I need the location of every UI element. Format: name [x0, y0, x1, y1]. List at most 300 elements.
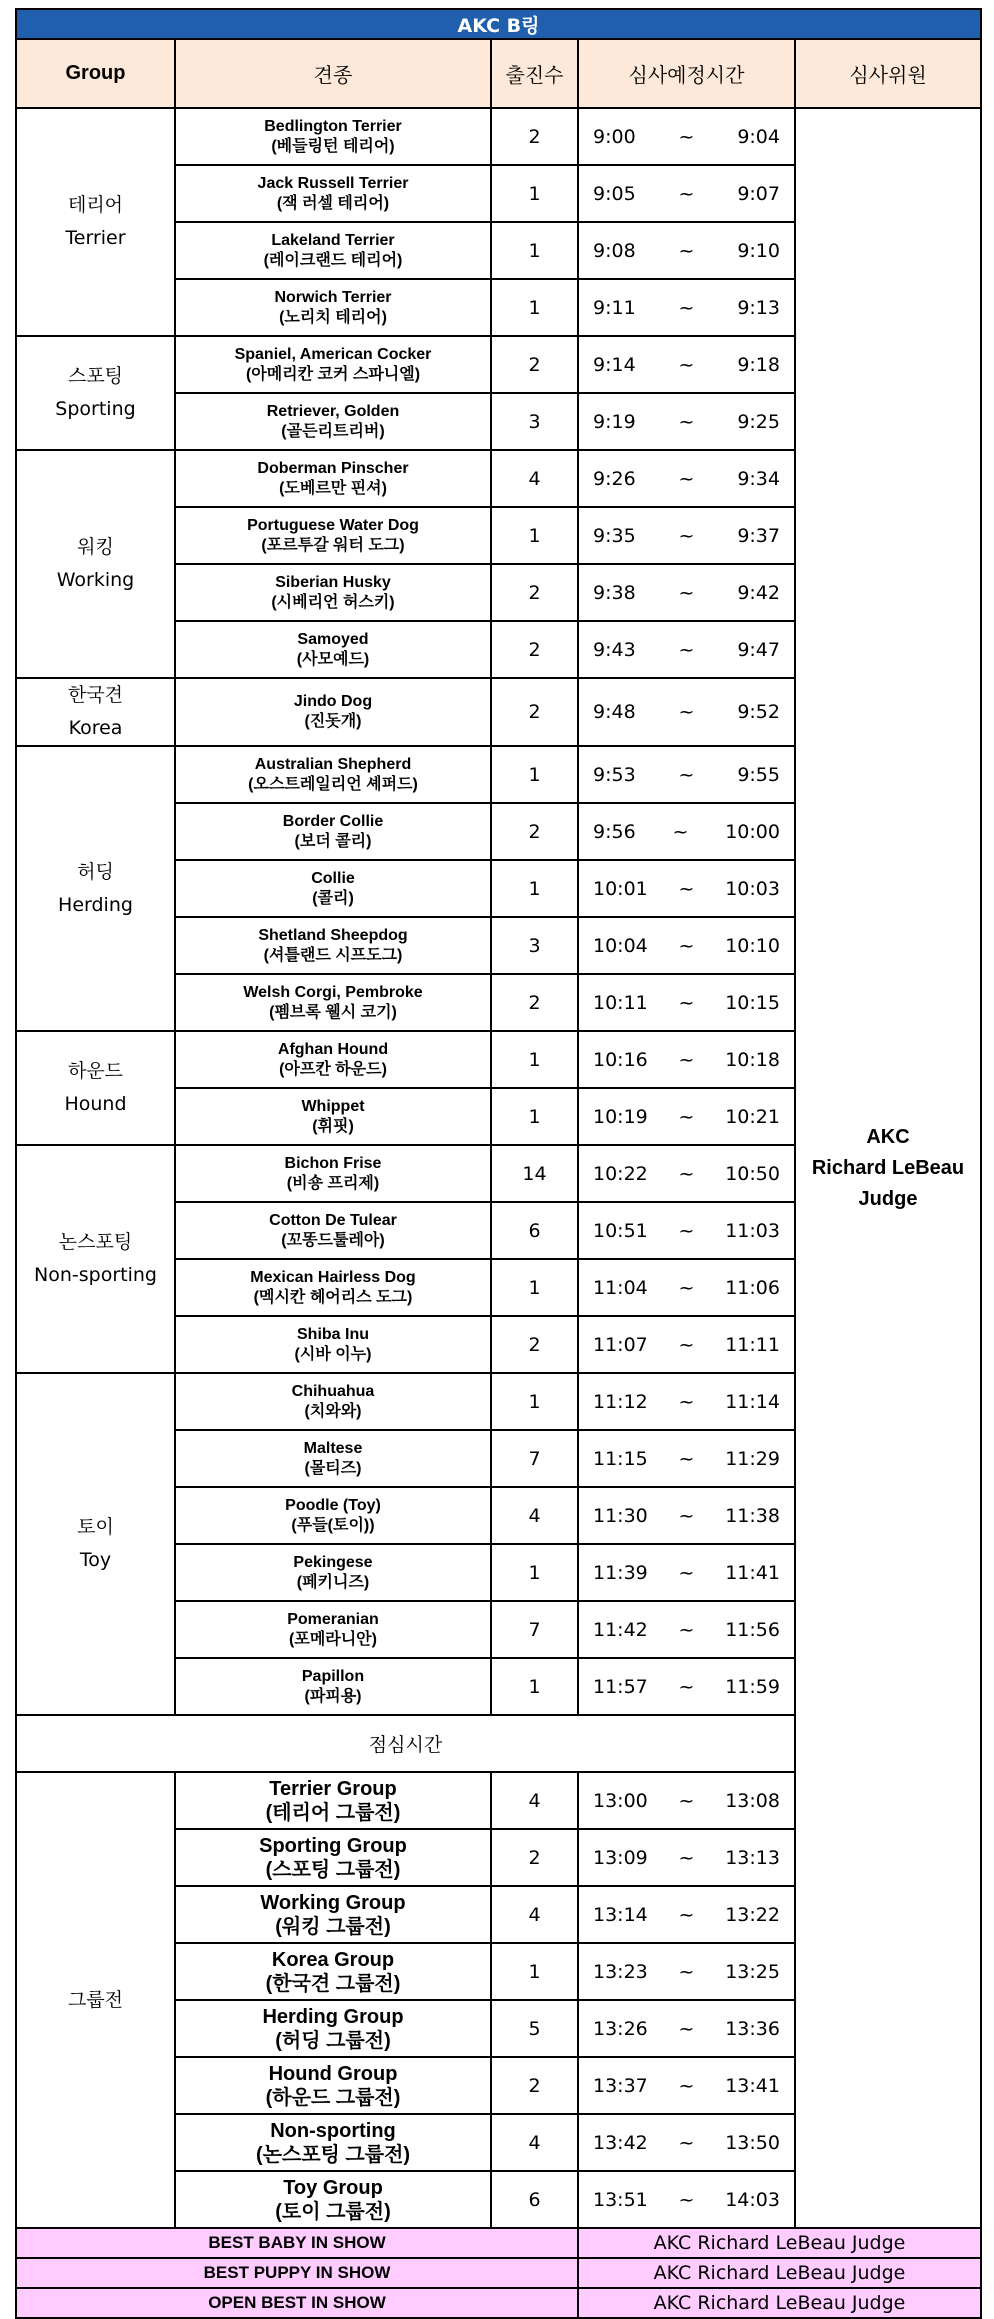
tilde-separator: ~: [678, 2131, 695, 2154]
breed-name-en: Mexican Hairless Dog: [250, 1268, 416, 1286]
breed-name-ko: (푸들(토이)): [291, 1516, 375, 1534]
end-time: 10:10: [725, 934, 780, 957]
start-time: 9:19: [593, 410, 636, 433]
start-time: 11:57: [593, 1675, 648, 1698]
entry-count: 6: [491, 2171, 578, 2228]
judge-name-line: AKC: [866, 1125, 910, 1148]
breed-cell: [175, 2057, 491, 2114]
time-cell: [578, 1601, 795, 1658]
start-time: 13:37: [593, 2074, 648, 2097]
entry-count: 7: [491, 1601, 578, 1658]
end-time: 10:21: [725, 1105, 780, 1128]
start-time: 10:22: [593, 1162, 648, 1185]
time-cell: [578, 974, 795, 1031]
breed-name-ko: (아프칸 하운드): [279, 1060, 387, 1078]
time-range: [593, 1334, 780, 1356]
best-in-show-row: [16, 2288, 981, 2318]
time-range: [593, 354, 780, 376]
breed-name-ko: (잭 러셀 테리어): [276, 194, 390, 212]
header-judge: 심사위원: [795, 39, 981, 108]
judge-name-line: Judge: [858, 1187, 918, 1210]
end-time: 9:55: [737, 763, 780, 786]
start-time: 9:56: [593, 820, 636, 843]
breed-name-en: Papillon: [301, 1667, 365, 1685]
time-cell: [578, 1544, 795, 1601]
breed-name-en: Doberman Pinscher: [257, 459, 409, 477]
best-judge: AKC Richard LeBeau Judge: [578, 2258, 981, 2288]
breed-name-ko: (도베르만 핀셔): [279, 479, 387, 497]
best-title: BEST BABY IN SHOW: [16, 2228, 578, 2258]
start-time: 9:35: [593, 524, 636, 547]
time-range: [593, 1562, 780, 1584]
time-range: [593, 240, 780, 262]
group-name-ko: 논스포팅: [58, 1231, 133, 1253]
breed-cell: [175, 507, 491, 564]
breed-cell: [175, 1772, 491, 1829]
entry-count: 2: [491, 336, 578, 393]
entry-count: 1: [491, 746, 578, 803]
end-time: 10:03: [725, 877, 780, 900]
time-range: [593, 2132, 780, 2154]
start-time: 13:14: [593, 1903, 648, 1926]
breed-name-ko: (테리어 그룹전): [265, 1801, 401, 1824]
breed-name-ko: (워킹 그룹전): [275, 1915, 391, 1938]
breed-cell: [175, 1658, 491, 1715]
time-range: [593, 992, 780, 1014]
entry-count: 1: [491, 1259, 578, 1316]
time-cell: [578, 678, 795, 746]
title-row: [16, 9, 981, 39]
end-time: 11:06: [725, 1276, 780, 1299]
time-cell: [578, 507, 795, 564]
schedule-sheet: [15, 8, 980, 2319]
tilde-separator: ~: [678, 1561, 695, 1584]
entry-count: 6: [491, 1202, 578, 1259]
breed-name-en: Maltese: [303, 1439, 363, 1457]
entry-count: 4: [491, 1772, 578, 1829]
breed-cell: [175, 746, 491, 803]
tilde-separator: ~: [678, 239, 695, 262]
end-time: 11:41: [725, 1561, 780, 1584]
group-cell: [16, 746, 175, 1031]
group-name-ko: 한국견: [67, 684, 124, 706]
entry-count: 7: [491, 1430, 578, 1487]
breed-name-en: Shiba Inu: [297, 1325, 369, 1343]
start-time: 13:23: [593, 1960, 648, 1983]
breed-name-en: Pekingese: [293, 1553, 373, 1571]
entry-count: 1: [491, 222, 578, 279]
time-cell: [578, 1943, 795, 2000]
breed-cell: [175, 1886, 491, 1943]
time-range: [593, 1961, 780, 1983]
start-time: 9:26: [593, 467, 636, 490]
end-time: 11:14: [725, 1390, 780, 1413]
group-name-ko: 하운드: [67, 1060, 124, 1082]
breed-cell: [175, 108, 491, 165]
time-cell: [578, 860, 795, 917]
breed-cell: [175, 860, 491, 917]
header-breed: 견종: [175, 39, 491, 108]
time-range: [593, 1277, 780, 1299]
breed-name-ko: (치와와): [304, 1402, 362, 1420]
breed-cell: [175, 279, 491, 336]
breed-name-en: Pomeranian: [287, 1610, 379, 1628]
end-time: 9:13: [737, 296, 780, 319]
entry-count: 4: [491, 450, 578, 507]
group-name-ko: 스포팅: [67, 365, 124, 387]
time-cell: [578, 2171, 795, 2228]
entry-count: 1: [491, 1373, 578, 1430]
breed-name-en: Australian Shepherd: [254, 755, 412, 773]
tilde-separator: ~: [678, 182, 695, 205]
time-cell: [578, 1316, 795, 1373]
tilde-separator: ~: [678, 524, 695, 547]
tilde-separator: ~: [678, 296, 695, 319]
time-cell: [578, 1658, 795, 1715]
time-cell: [578, 1829, 795, 1886]
tilde-separator: ~: [678, 1903, 695, 1926]
end-time: 13:13: [725, 1846, 780, 1869]
tilde-separator: ~: [678, 2017, 695, 2040]
end-time: 11:11: [725, 1333, 780, 1356]
start-time: 9:00: [593, 125, 636, 148]
judge-cell: [795, 108, 981, 2228]
time-range: [593, 1391, 780, 1413]
entry-count: 2: [491, 2057, 578, 2114]
end-time: 9:07: [737, 182, 780, 205]
breed-cell: [175, 1145, 491, 1202]
group-cell: [16, 1031, 175, 1145]
tilde-separator: ~: [678, 1447, 695, 1470]
group-cell: [16, 450, 175, 678]
tilde-separator: ~: [678, 701, 695, 723]
breed-name-ko: (토이 그룹전): [275, 2200, 391, 2223]
breed-name-en: Retriever, Golden: [266, 402, 400, 420]
breed-cell: [175, 974, 491, 1031]
group-name-ko: 토이: [77, 1516, 114, 1538]
breed-cell: [175, 1202, 491, 1259]
breed-name-ko: (오스트레일리언 셰퍼드): [248, 775, 418, 793]
breed-name-ko: (스포팅 그룹전): [265, 1858, 401, 1881]
time-cell: [578, 393, 795, 450]
tilde-separator: ~: [678, 2188, 695, 2211]
breed-name-en: Siberian Husky: [275, 573, 391, 591]
start-time: 11:12: [593, 1390, 648, 1413]
tilde-separator: ~: [678, 410, 695, 433]
tilde-separator: ~: [678, 353, 695, 376]
tilde-separator: ~: [678, 1618, 695, 1641]
tilde-separator: ~: [678, 1846, 695, 1869]
entry-count: 1: [491, 1031, 578, 1088]
entry-count: 4: [491, 1886, 578, 1943]
end-time: 13:41: [725, 2074, 780, 2097]
breed-name-en: Herding Group: [262, 2005, 404, 2028]
breed-name-en: Sporting Group: [259, 1834, 407, 1857]
time-cell: [578, 917, 795, 974]
time-cell: [578, 2057, 795, 2114]
time-cell: [578, 1886, 795, 1943]
entry-count: 1: [491, 507, 578, 564]
tilde-separator: ~: [678, 1390, 695, 1413]
breed-cell: [175, 165, 491, 222]
breed-cell: [175, 1601, 491, 1658]
header-count: 출진수: [491, 39, 578, 108]
breed-name-en: Afghan Hound: [277, 1040, 389, 1058]
group-name-ko: 테리어: [67, 194, 124, 216]
end-time: 13:36: [725, 2017, 780, 2040]
breed-name-en: Jack Russell Terrier: [257, 174, 409, 192]
time-cell: [578, 1487, 795, 1544]
entry-count: 4: [491, 2114, 578, 2171]
breed-name-en: Jindo Dog: [293, 693, 373, 710]
end-time: 9:10: [737, 239, 780, 262]
end-time: 13:25: [725, 1960, 780, 1983]
tilde-separator: ~: [678, 125, 695, 148]
tilde-separator: ~: [678, 467, 695, 490]
start-time: 10:01: [593, 877, 648, 900]
schedule-table: [15, 8, 982, 2319]
time-range: [593, 1049, 780, 1071]
start-time: 13:09: [593, 1846, 648, 1869]
breed-cell: [175, 2000, 491, 2057]
tilde-separator: ~: [678, 877, 695, 900]
start-time: 10:16: [593, 1048, 648, 1071]
breed-name-ko: (몰티즈): [304, 1459, 362, 1477]
group-cell: [16, 336, 175, 450]
breed-name-ko: (한국견 그룹전): [265, 1972, 401, 1995]
end-time: 9:42: [737, 581, 780, 604]
entry-count: 2: [491, 621, 578, 678]
time-range: [593, 1790, 780, 1812]
breed-name-en: Whippet: [301, 1097, 365, 1115]
time-range: [593, 1448, 780, 1470]
best-title: OPEN BEST IN SHOW: [16, 2288, 578, 2318]
header-time: 심사예정시간: [578, 39, 795, 108]
header-row: [16, 39, 981, 108]
time-range: [593, 1163, 780, 1185]
time-range: [593, 2189, 780, 2211]
entry-count: 2: [491, 1316, 578, 1373]
breed-cell: [175, 450, 491, 507]
time-cell: [578, 1031, 795, 1088]
breed-name-en: Samoyed: [297, 630, 369, 648]
time-range: [593, 1619, 780, 1641]
breed-cell: [175, 2171, 491, 2228]
entry-count: 1: [491, 860, 578, 917]
start-time: 11:04: [593, 1276, 648, 1299]
time-range: [593, 468, 780, 490]
group-name-en: Working: [56, 569, 135, 591]
breed-name-ko: (진돗개): [304, 713, 362, 730]
time-cell: [578, 165, 795, 222]
breed-name-ko: (비숑 프리제): [286, 1174, 380, 1192]
start-time: 11:15: [593, 1447, 648, 1470]
best-judge: AKC Richard LeBeau Judge: [578, 2228, 981, 2258]
breed-name-ko: (포르투갈 워터 도그): [261, 536, 405, 554]
breed-name-en: Portuguese Water Dog: [247, 516, 419, 534]
best-judge: AKC Richard LeBeau Judge: [578, 2288, 981, 2318]
tilde-separator: ~: [678, 1105, 695, 1128]
time-range: [593, 764, 780, 786]
start-time: 10:51: [593, 1219, 648, 1242]
time-cell: [578, 108, 795, 165]
breed-name-ko: (보더 콜리): [294, 832, 372, 850]
breed-cell: [175, 1544, 491, 1601]
best-in-show-row: [16, 2228, 981, 2258]
breed-name-en: Chihuahua: [291, 1382, 375, 1400]
breed-name-ko: (베들링턴 테리어): [271, 137, 395, 155]
breed-name-en: Norwich Terrier: [274, 288, 392, 306]
breed-name-en: Terrier Group: [269, 1777, 397, 1800]
time-range: [593, 1220, 780, 1242]
breed-name-en: Toy Group: [283, 2176, 383, 2199]
breed-name-ko: (논스포팅 그룹전): [255, 2143, 411, 2166]
table-row: [16, 108, 981, 165]
breed-name-en: Poodle (Toy): [285, 1496, 381, 1514]
time-cell: [578, 1145, 795, 1202]
end-time: 10:15: [725, 991, 780, 1014]
end-time: 9:37: [737, 524, 780, 547]
start-time: 9:43: [593, 638, 636, 661]
entry-count: 2: [491, 678, 578, 746]
time-cell: [578, 1772, 795, 1829]
group-cell: [16, 678, 175, 746]
time-cell: [578, 2114, 795, 2171]
breed-name-ko: (골든리트리버): [281, 422, 385, 440]
breed-name-ko: (아메리칸 코커 스파니엘): [245, 365, 421, 383]
end-time: 9:47: [737, 638, 780, 661]
tilde-separator: ~: [678, 763, 695, 786]
breed-cell: [175, 678, 491, 746]
breed-name-en: Lakeland Terrier: [271, 231, 395, 249]
start-time: 9:48: [593, 701, 636, 723]
breed-name-ko: (허딩 그룹전): [275, 2029, 391, 2052]
group-contest-cell: 그룹전: [16, 1772, 175, 2228]
breed-name-ko: (시베리언 허스키): [271, 593, 395, 611]
time-cell: [578, 1259, 795, 1316]
entry-count: 14: [491, 1145, 578, 1202]
breed-cell: [175, 222, 491, 279]
breed-name-en: Non-sporting: [270, 2119, 396, 2142]
breed-name-ko: (하운드 그룹전): [265, 2086, 401, 2109]
time-range: [593, 1847, 780, 1869]
breed-name-en: Spaniel, American Cocker: [234, 345, 432, 363]
time-cell: [578, 564, 795, 621]
breed-cell: [175, 1088, 491, 1145]
breed-name-en: Welsh Corgi, Pembroke: [243, 983, 423, 1001]
start-time: 9:08: [593, 239, 636, 262]
entry-count: 3: [491, 393, 578, 450]
breed-cell: [175, 1430, 491, 1487]
group-name-en: Korea: [68, 717, 123, 739]
entry-count: 5: [491, 2000, 578, 2057]
entry-count: 2: [491, 564, 578, 621]
time-range: [593, 2018, 780, 2040]
end-time: 10:50: [725, 1162, 780, 1185]
start-time: 9:53: [593, 763, 636, 786]
end-time: 13:08: [725, 1789, 780, 1812]
start-time: 13:42: [593, 2131, 648, 2154]
time-cell: [578, 336, 795, 393]
end-time: 11:03: [725, 1219, 780, 1242]
breed-name-en: Cotton De Tulear: [269, 1211, 397, 1229]
breed-name-en: Shetland Sheepdog: [258, 926, 408, 944]
end-time: 9:52: [737, 701, 780, 723]
breed-name-ko: (노리치 테리어): [279, 308, 387, 326]
tilde-separator: ~: [678, 1219, 695, 1242]
breed-cell: [175, 1829, 491, 1886]
group-name-ko: 워킹: [77, 536, 114, 558]
group-cell: [16, 1145, 175, 1373]
start-time: 9:11: [593, 296, 636, 319]
start-time: 10:04: [593, 934, 648, 957]
breed-cell: [175, 803, 491, 860]
group-name-en: Toy: [79, 1549, 112, 1571]
time-range: [593, 1676, 780, 1698]
start-time: 9:05: [593, 182, 636, 205]
end-time: 14:03: [725, 2188, 780, 2211]
group-name-en: Terrier: [65, 227, 126, 249]
time-cell: [578, 1202, 795, 1259]
breed-cell: [175, 1316, 491, 1373]
time-range: [593, 701, 780, 723]
breed-name-ko: (셔틀랜드 시프도그): [263, 946, 403, 964]
breed-name-en: Collie: [311, 869, 355, 887]
header-group: Group: [16, 39, 175, 108]
start-time: 11:42: [593, 1618, 648, 1641]
end-time: 10:18: [725, 1048, 780, 1071]
tilde-separator: ~: [678, 934, 695, 957]
breed-cell: [175, 2114, 491, 2171]
time-range: [593, 935, 780, 957]
ring-title: AKC B링: [16, 9, 981, 39]
start-time: 11:07: [593, 1333, 648, 1356]
entry-count: 1: [491, 1658, 578, 1715]
time-range: [593, 525, 780, 547]
start-time: 13:51: [593, 2188, 648, 2211]
breed-cell: [175, 1259, 491, 1316]
time-cell: [578, 222, 795, 279]
entry-count: 1: [491, 1088, 578, 1145]
time-cell: [578, 279, 795, 336]
time-cell: [578, 1430, 795, 1487]
start-time: 10:11: [593, 991, 648, 1014]
breed-name-ko: (파피용): [304, 1687, 362, 1705]
time-range: [593, 183, 780, 205]
time-range: [593, 878, 780, 900]
breed-cell: [175, 1373, 491, 1430]
tilde-separator: ~: [672, 820, 689, 843]
entry-count: 1: [491, 165, 578, 222]
entry-count: 2: [491, 108, 578, 165]
breed-name-en: Border Collie: [282, 812, 384, 830]
tilde-separator: ~: [678, 1789, 695, 1812]
time-range: [593, 126, 780, 148]
tilde-separator: ~: [678, 638, 695, 661]
end-time: 9:18: [737, 353, 780, 376]
tilde-separator: ~: [678, 1960, 695, 1983]
group-name-en: Sporting: [55, 398, 136, 420]
end-time: 11:38: [725, 1504, 780, 1527]
entry-count: 2: [491, 803, 578, 860]
breed-name-ko: (휘핏): [312, 1117, 354, 1135]
group-name-ko: 허딩: [77, 860, 114, 883]
entry-count: 3: [491, 917, 578, 974]
breed-cell: [175, 336, 491, 393]
breed-name-en: Korea Group: [271, 1948, 395, 1971]
start-time: 13:00: [593, 1789, 648, 1812]
start-time: 11:30: [593, 1504, 648, 1527]
